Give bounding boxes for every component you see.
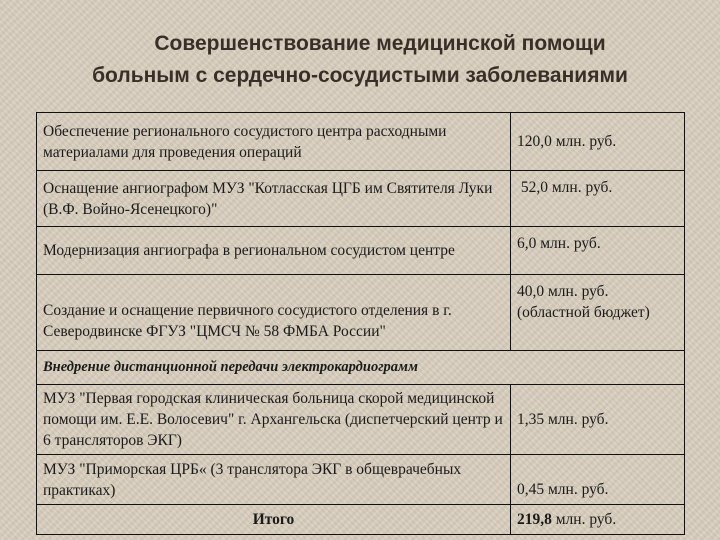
- table-row: [37, 113, 685, 171]
- row-description: Обеспечение регионального сосудистого центра расходными материалами для проведения операций: [37, 113, 511, 171]
- row-value: 6,0 млн. руб.: [511, 227, 685, 275]
- row-description: МУЗ "Приморская ЦРБ« (3 транслятора ЭКГ в общеврачебных практиках): [37, 455, 511, 505]
- row-value: 1,35 млн. руб.: [511, 385, 685, 455]
- table-row: [37, 275, 685, 351]
- row-value: [511, 275, 685, 351]
- total-value-unit: млн. руб.: [551, 511, 617, 528]
- row-description: Создание и оснащение первичного сосудистого отделения в г. Северодвинске ФГУЗ "ЦМСЧ № 58 ФМБА России": [37, 275, 511, 351]
- row-description: МУЗ "Первая городская клиническая больница скорой медицинской помощи им. Е.Е. Волосевич" г. Архангельска (диспетчерский центр и 6 трансляторов ЭКГ): [37, 385, 511, 455]
- page-title: [0, 28, 720, 92]
- total-label: Итого: [37, 505, 511, 535]
- total-value-number: 219,8: [517, 511, 552, 528]
- funding-table: [36, 112, 685, 535]
- row-description: Оснащение ангиографом МУЗ "Котласская ЦГБ им Святителя Луки (В.Ф. Войно-Ясенецкого)": [37, 171, 511, 227]
- row-value: 120,0 млн. руб.: [511, 113, 685, 171]
- section-row: [37, 351, 685, 385]
- total-row: [37, 505, 685, 535]
- total-value: [511, 505, 685, 535]
- table-row: [37, 455, 685, 505]
- table-row: [37, 227, 685, 275]
- section-heading: Внедрение дистанционной передачи электрокардиограмм: [37, 351, 685, 385]
- row-value-amount: 40,0 млн. руб.: [517, 283, 609, 300]
- row-value-note: (областной бюджет): [517, 304, 650, 321]
- row-value: 52,0 млн. руб.: [511, 171, 685, 227]
- table-row: [37, 385, 685, 455]
- row-value: 0,45 млн. руб.: [511, 455, 685, 505]
- title-line-1: Совершенствование медицинской помощи: [154, 32, 606, 55]
- row-description: Модернизация ангиографа в региональном сосудистом центре: [37, 227, 511, 275]
- title-line-2: больным с сердечно-сосудистыми заболеваниями: [92, 64, 628, 87]
- table-row: [37, 171, 685, 227]
